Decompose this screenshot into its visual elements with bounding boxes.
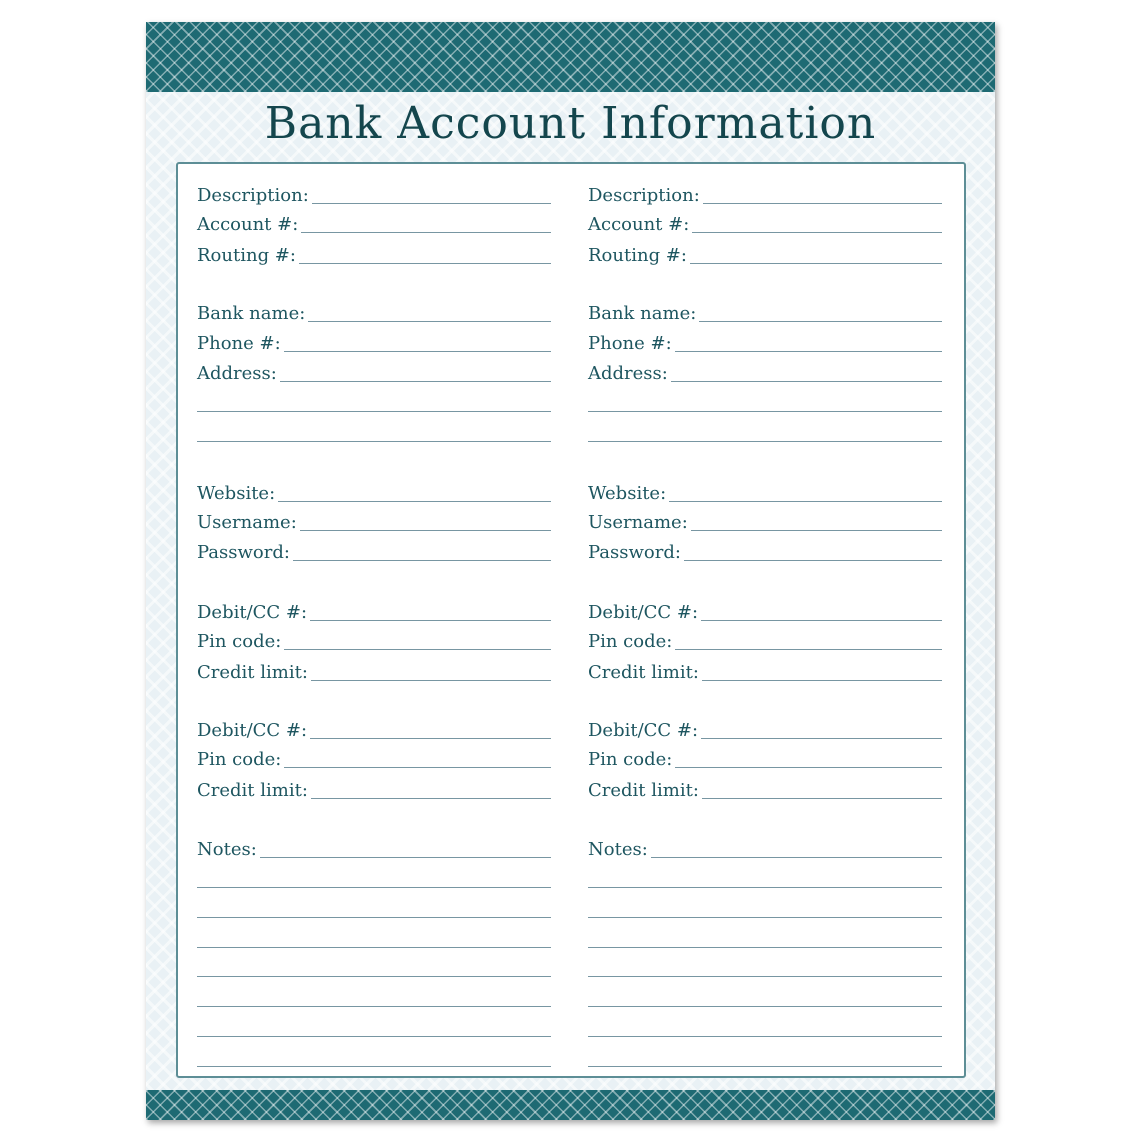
blank-line[interactable]: [197, 1066, 551, 1067]
routing-number-line[interactable]: [299, 263, 551, 264]
password-label: Password:: [588, 542, 681, 563]
address-extra-line[interactable]: [197, 422, 551, 444]
description-field[interactable]: [588, 184, 942, 206]
debit-card-line[interactable]: [701, 620, 942, 621]
notes-extra-line[interactable]: [588, 1047, 942, 1069]
page-title: Bank Account Information: [264, 98, 877, 149]
notes-extra-line[interactable]: [588, 987, 942, 1009]
account-column-2: [588, 164, 942, 1076]
account-number-field[interactable]: [588, 213, 942, 235]
pin-code-label: Pin code:: [588, 749, 673, 770]
debit-card-line[interactable]: [310, 738, 551, 739]
account-number-field[interactable]: [197, 213, 551, 235]
pin-code-label: Pin code:: [197, 749, 282, 770]
notes-label: Notes:: [588, 839, 648, 860]
notes-extra-line[interactable]: [588, 957, 942, 979]
pin-code-label: Pin code:: [197, 631, 282, 652]
account-number-label: Account #:: [197, 214, 299, 235]
blank-line[interactable]: [588, 917, 942, 918]
debit-card-label: Debit/CC #:: [588, 602, 699, 623]
username-field[interactable]: [197, 511, 551, 533]
password-label: Password:: [197, 542, 290, 563]
notes-extra-line[interactable]: [197, 928, 551, 950]
credit-limit-field[interactable]: [588, 779, 942, 801]
blank-line[interactable]: [197, 976, 551, 977]
credit-limit-field[interactable]: [197, 661, 551, 683]
bank-name-line[interactable]: [699, 321, 942, 322]
debit-card-field[interactable]: [588, 601, 942, 623]
credit-limit-field[interactable]: [588, 661, 942, 683]
description-label: Description:: [197, 185, 309, 206]
credit-limit-field[interactable]: [197, 779, 551, 801]
blank-line[interactable]: [588, 411, 942, 412]
website-label: Website:: [197, 483, 276, 504]
username-line[interactable]: [691, 530, 942, 531]
bank-name-line[interactable]: [308, 321, 551, 322]
bank-name-label: Bank name:: [197, 303, 306, 324]
credit-limit-line[interactable]: [311, 680, 551, 681]
notes-line[interactable]: [260, 857, 551, 858]
blank-line[interactable]: [197, 1036, 551, 1037]
username-label: Username:: [588, 512, 688, 533]
pin-code-field[interactable]: [197, 748, 551, 770]
routing-number-field[interactable]: [197, 244, 551, 266]
password-line[interactable]: [293, 560, 551, 561]
address-label: Address:: [197, 363, 277, 384]
password-line[interactable]: [684, 560, 942, 561]
description-line[interactable]: [312, 203, 551, 204]
top-chevron-band: [146, 22, 995, 92]
notes-extra-line[interactable]: [197, 987, 551, 1009]
debit-card-label: Debit/CC #:: [197, 602, 308, 623]
phone-label: Phone #:: [197, 333, 281, 354]
username-field[interactable]: [588, 511, 942, 533]
address-field[interactable]: [197, 362, 551, 384]
website-field[interactable]: [588, 482, 942, 504]
routing-number-label: Routing #:: [197, 245, 296, 266]
debit-card-field[interactable]: [588, 719, 942, 741]
address-field[interactable]: [588, 362, 942, 384]
notes-extra-line[interactable]: [197, 1047, 551, 1069]
password-field[interactable]: [588, 541, 942, 563]
notes-field[interactable]: [588, 838, 942, 860]
credit-limit-line[interactable]: [311, 798, 551, 799]
blank-line[interactable]: [588, 947, 942, 948]
blank-line[interactable]: [588, 1006, 942, 1007]
pin-code-label: Pin code:: [588, 631, 673, 652]
address-extra-line[interactable]: [588, 422, 942, 444]
notes-extra-line[interactable]: [588, 928, 942, 950]
notes-extra-line[interactable]: [197, 957, 551, 979]
credit-limit-label: Credit limit:: [588, 780, 699, 801]
debit-card-field[interactable]: [197, 601, 551, 623]
description-label: Description:: [588, 185, 700, 206]
phone-label: Phone #:: [588, 333, 672, 354]
debit-card-line[interactable]: [310, 620, 551, 621]
pin-code-field[interactable]: [588, 630, 942, 652]
bank-name-field[interactable]: [588, 302, 942, 324]
address-line[interactable]: [280, 381, 551, 382]
account-number-line[interactable]: [301, 232, 551, 233]
pin-code-line[interactable]: [675, 767, 942, 768]
description-field[interactable]: [197, 184, 551, 206]
credit-limit-label: Credit limit:: [197, 780, 308, 801]
notes-extra-line[interactable]: [197, 868, 551, 890]
address-line[interactable]: [671, 381, 942, 382]
phone-line[interactable]: [675, 351, 942, 352]
website-label: Website:: [588, 483, 667, 504]
bank-name-label: Bank name:: [588, 303, 697, 324]
notes-extra-line[interactable]: [588, 898, 942, 920]
routing-number-line[interactable]: [690, 263, 942, 264]
website-line[interactable]: [278, 501, 551, 502]
blank-line[interactable]: [588, 1036, 942, 1037]
username-label: Username:: [197, 512, 297, 533]
phone-line[interactable]: [284, 351, 551, 352]
address-extra-line[interactable]: [197, 392, 551, 414]
notes-label: Notes:: [197, 839, 257, 860]
credit-limit-line[interactable]: [702, 680, 942, 681]
description-line[interactable]: [703, 203, 942, 204]
pin-code-field[interactable]: [588, 748, 942, 770]
account-column-1: [197, 164, 551, 1076]
pin-code-line[interactable]: [675, 649, 942, 650]
blank-line[interactable]: [197, 1006, 551, 1007]
notes-line[interactable]: [651, 857, 942, 858]
blank-line[interactable]: [588, 441, 942, 442]
blank-line[interactable]: [197, 947, 551, 948]
website-line[interactable]: [669, 501, 942, 502]
account-number-line[interactable]: [692, 232, 942, 233]
debit-card-label: Debit/CC #:: [588, 720, 699, 741]
account-number-label: Account #:: [588, 214, 690, 235]
pin-code-line[interactable]: [284, 649, 551, 650]
phone-field[interactable]: [197, 332, 551, 354]
form-panel: [176, 162, 966, 1078]
notes-extra-line[interactable]: [588, 1017, 942, 1039]
blank-line[interactable]: [588, 976, 942, 977]
password-field[interactable]: [197, 541, 551, 563]
username-line[interactable]: [300, 530, 551, 531]
blank-line[interactable]: [588, 887, 942, 888]
notes-extra-line[interactable]: [197, 1017, 551, 1039]
notes-field[interactable]: [197, 838, 551, 860]
credit-limit-line[interactable]: [702, 798, 942, 799]
blank-line[interactable]: [197, 917, 551, 918]
bottom-chevron-band: [146, 1090, 995, 1120]
debit-card-line[interactable]: [701, 738, 942, 739]
pin-code-line[interactable]: [284, 767, 551, 768]
address-label: Address:: [588, 363, 668, 384]
credit-limit-label: Credit limit:: [197, 662, 308, 683]
website-field[interactable]: [197, 482, 551, 504]
pin-code-field[interactable]: [197, 630, 551, 652]
notes-extra-line[interactable]: [197, 898, 551, 920]
routing-number-field[interactable]: [588, 244, 942, 266]
blank-line[interactable]: [588, 1066, 942, 1067]
address-extra-line[interactable]: [588, 392, 942, 414]
blank-line[interactable]: [197, 411, 551, 412]
bank-name-field[interactable]: [197, 302, 551, 324]
notes-extra-line[interactable]: [588, 868, 942, 890]
blank-line[interactable]: [197, 441, 551, 442]
credit-limit-label: Credit limit:: [588, 662, 699, 683]
blank-line[interactable]: [197, 887, 551, 888]
form-page: [146, 22, 995, 1120]
debit-card-field[interactable]: [197, 719, 551, 741]
debit-card-label: Debit/CC #:: [197, 720, 308, 741]
routing-number-label: Routing #:: [588, 245, 687, 266]
phone-field[interactable]: [588, 332, 942, 354]
